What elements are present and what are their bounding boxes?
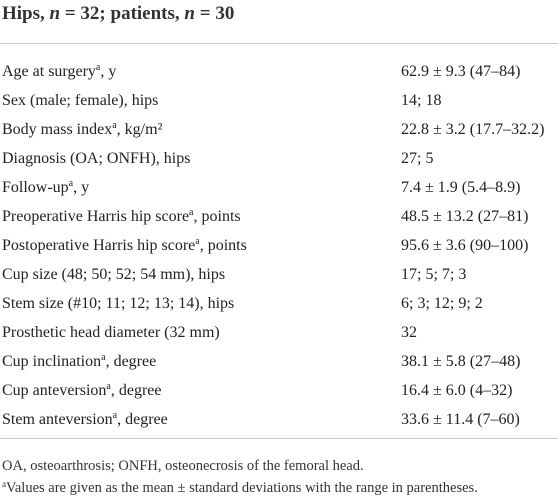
table-row (0, 400, 558, 429)
table-row (0, 226, 558, 255)
table-row (0, 139, 558, 168)
row-value: 16.4 ± 6.0 (4–32) (401, 382, 513, 399)
footnote-marker: a (189, 207, 194, 218)
footnote-marker: a (95, 62, 101, 73)
row-value: 17; 5; 7; 3 (401, 266, 467, 283)
row-label-unit: , points (193, 208, 241, 225)
hips-count-value: = 32; patients, (60, 3, 185, 24)
row-value: 62.9 ± 9.3 (47–84) (401, 63, 521, 80)
row-value: 38.1 ± 5.8 (27–48) (401, 353, 521, 370)
footnote-text: Values are given as the mean ± standard deviations with the range in parentheses. (6, 480, 478, 496)
row-label-unit: , y (100, 63, 117, 80)
hips-count-var: n (49, 3, 61, 24)
table-body (0, 52, 558, 429)
row-label-text: Preoperative Harris hip score (2, 208, 190, 225)
table-title-prefix: Hips, (2, 3, 50, 24)
row-label-text: Cup size (48; 50; 52; 54 mm), hips (2, 266, 226, 283)
row-label-unit: , degree (110, 382, 162, 399)
footnote-marker: a (195, 236, 200, 247)
characteristics-table (0, 43, 558, 439)
row-value: 6; 3; 12; 9; 2 (401, 295, 483, 312)
table-row (0, 197, 558, 226)
row-label-text: Follow-up (2, 179, 69, 196)
row-label-unit: , kg/m² (116, 121, 163, 138)
patients-count-var: n (184, 3, 195, 24)
table-row (0, 81, 558, 110)
table-row (0, 255, 558, 284)
row-value: 22.8 ± 3.2 (17.7–32.2) (401, 121, 545, 138)
row-value: 95.6 ± 3.6 (90–100) (401, 237, 529, 254)
values-footnote (2, 480, 478, 497)
row-value: 27; 5 (401, 150, 434, 167)
row-label-unit: , degree (105, 353, 157, 370)
table-bottom-rule (0, 438, 558, 439)
table-row (0, 371, 558, 400)
row-label-unit: , points (199, 237, 247, 254)
row-label-text: Age at surgery (2, 63, 96, 80)
row-label-text: Postoperative Harris hip score (2, 237, 196, 254)
table-row (0, 284, 558, 313)
row-label-text: Cup inclination (2, 353, 102, 370)
row-label-text: Sex (male; female), hips (2, 92, 159, 109)
footnote-marker: a (101, 352, 106, 363)
row-label (2, 405, 168, 434)
row-value: 32 (401, 324, 417, 341)
row-label-text: Stem anteversion (2, 411, 113, 428)
row-value: 48.5 ± 13.2 (27–81) (401, 208, 529, 225)
footnote-marker: a (112, 410, 118, 421)
footnote-marker: a (2, 479, 6, 489)
table-row (0, 168, 558, 197)
row-label-unit: , y (73, 179, 90, 196)
table-row (0, 313, 558, 342)
footnote-marker: a (112, 120, 117, 131)
row-label-text: Diagnosis (OA; ONFH), hips (2, 150, 191, 167)
footnote-marker: a (68, 178, 74, 189)
row-label-unit: , degree (117, 411, 168, 428)
row-label-text: Body mass index (2, 121, 113, 138)
patients-count-value: = 30 (195, 3, 235, 24)
table-row (0, 342, 558, 371)
row-value: 7.4 ± 1.9 (5.4–8.9) (401, 179, 521, 196)
footnote-marker: a (106, 381, 111, 392)
table-row (0, 52, 558, 81)
row-label-text: Stem size (#10; 11; 12; 13; 14), hips (2, 295, 235, 312)
table-row (0, 110, 558, 139)
row-value: 33.6 ± 11.4 (7–60) (401, 411, 520, 428)
abbreviations-footnote: OA, osteoarthrosis; ONFH, osteonecrosis of the femoral head. (2, 458, 364, 474)
row-label-text: Prosthetic head diameter (32 mm) (2, 324, 220, 341)
row-label-text: Cup anteversion (2, 382, 107, 399)
table-title (2, 0, 234, 28)
row-value: 14; 18 (401, 92, 442, 109)
